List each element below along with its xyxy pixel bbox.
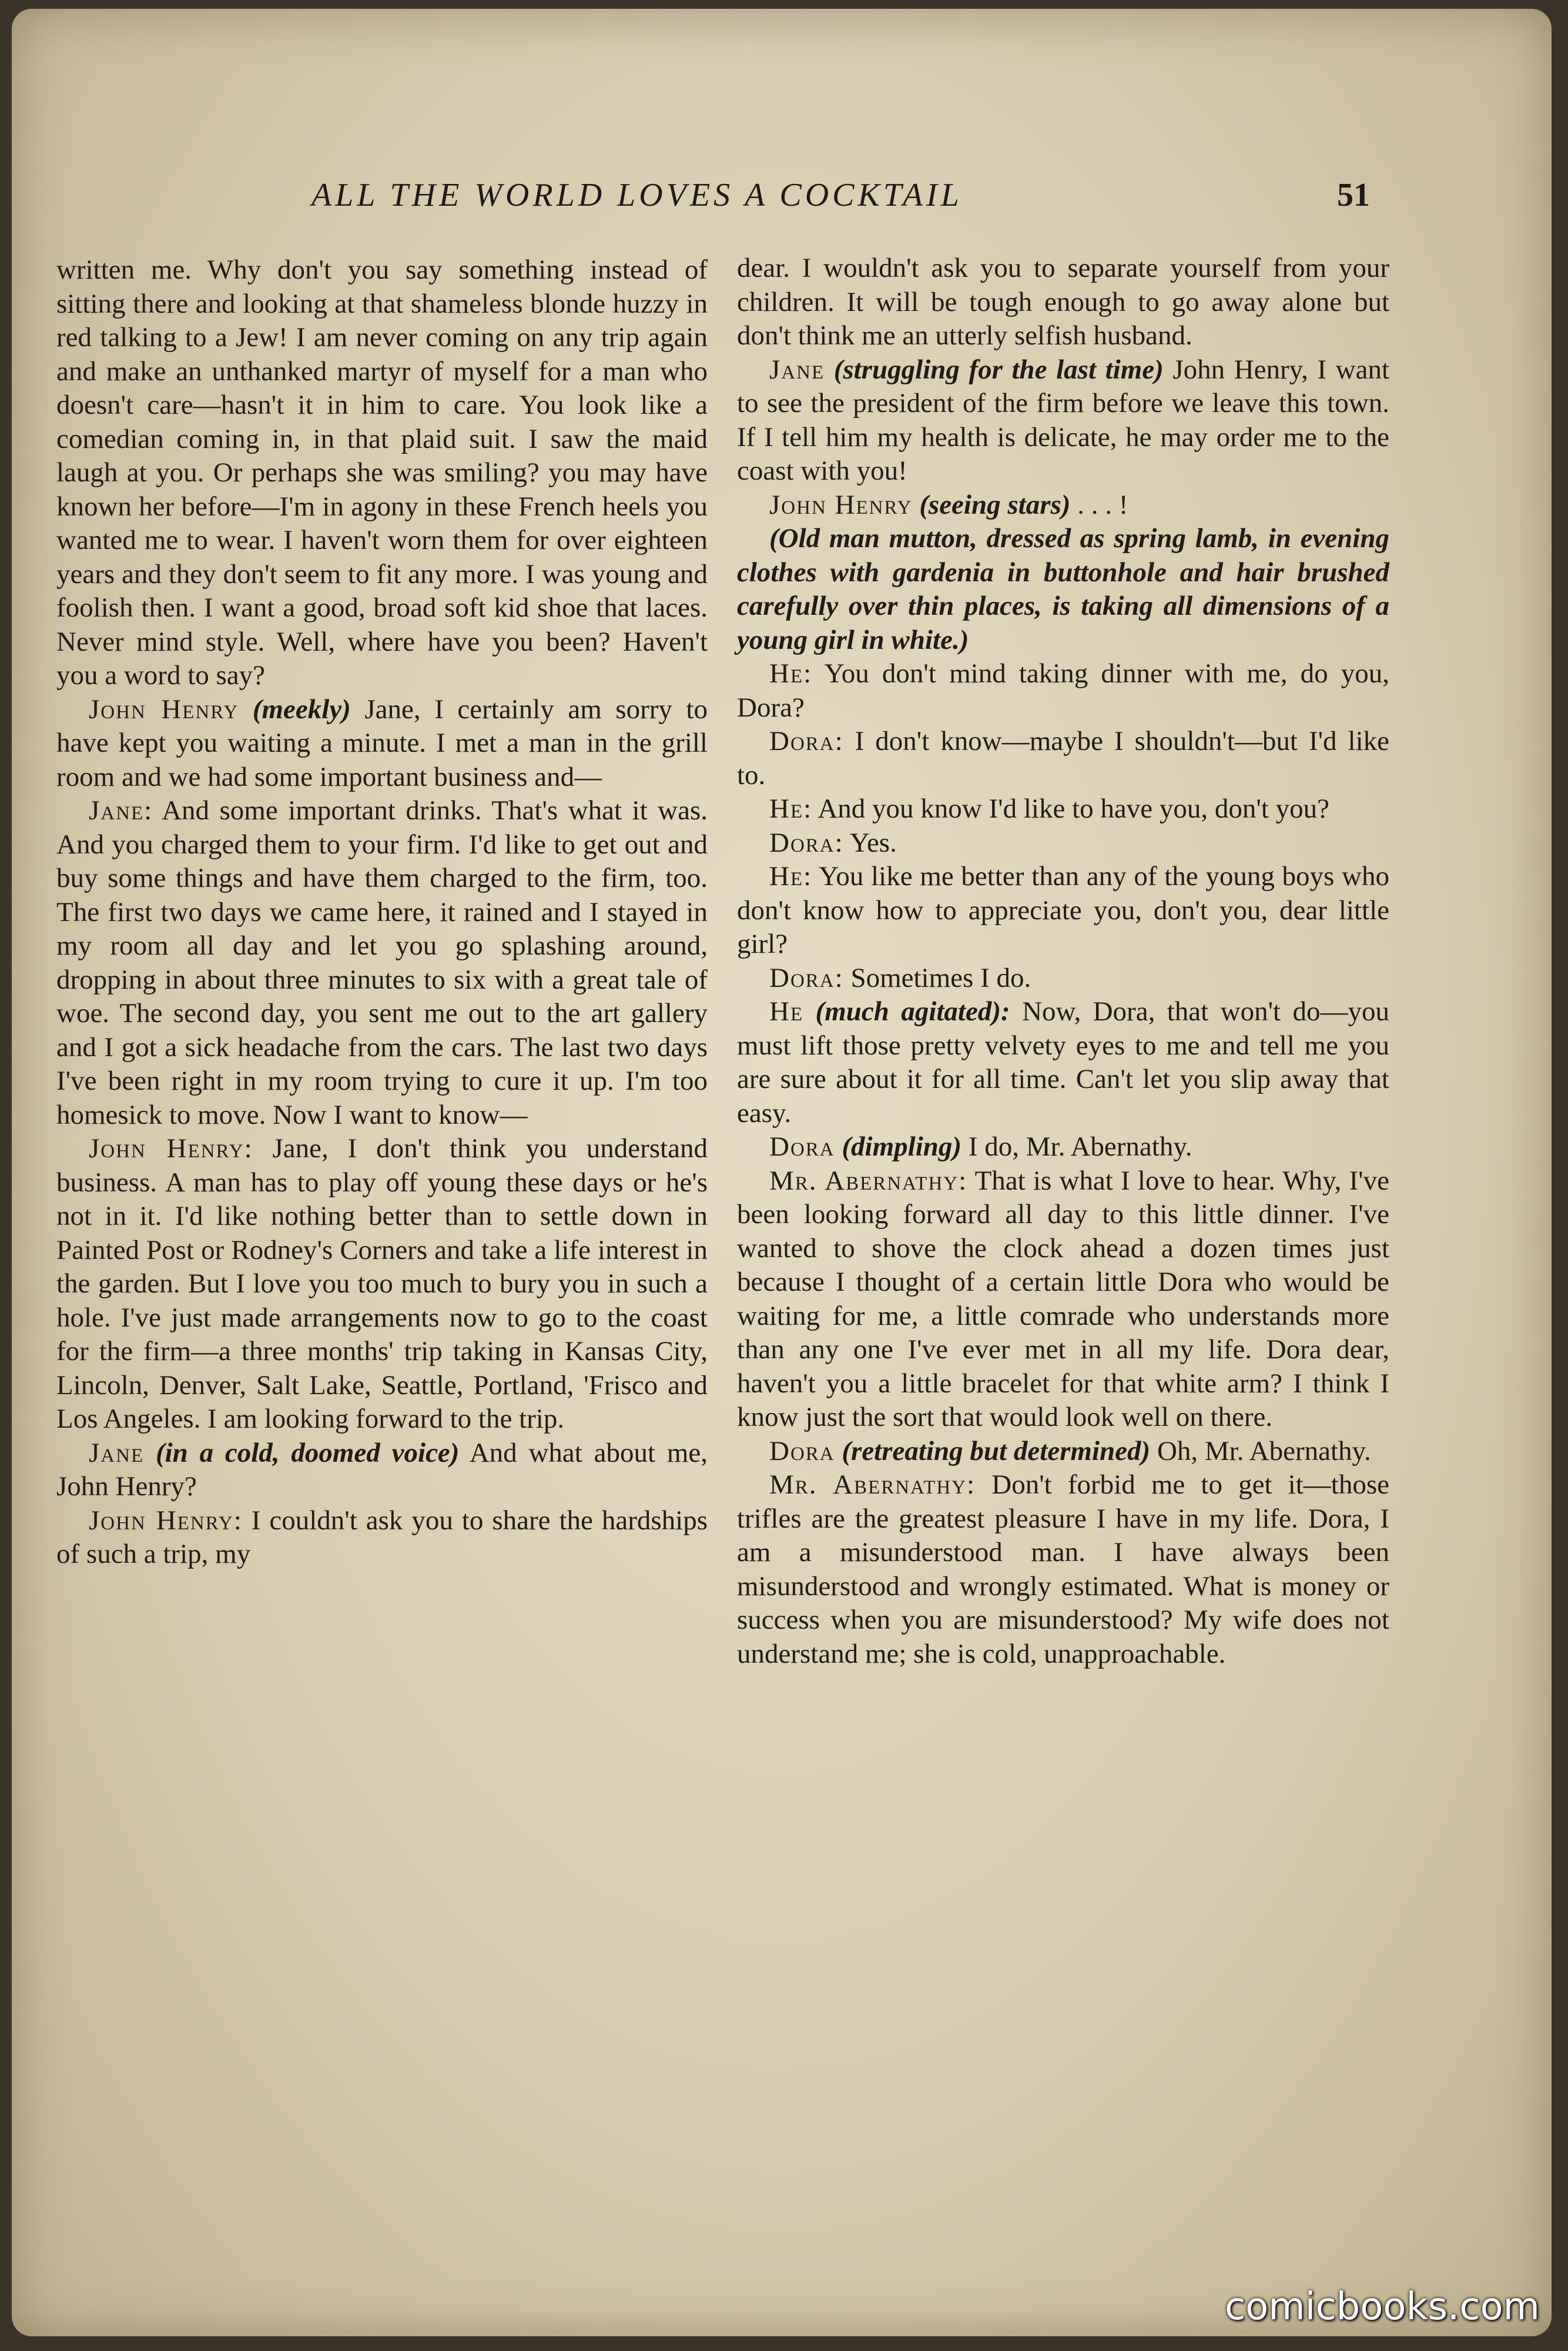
dialogue-paragraph (737, 826, 1389, 860)
page-header (12, 176, 1552, 217)
dialogue-paragraph (56, 1504, 708, 1572)
speaker-name: He: (769, 861, 813, 892)
dialogue-paragraph (737, 1468, 1389, 1671)
dialogue-paragraph (56, 1132, 708, 1436)
right-text-column (737, 252, 1389, 1671)
dialogue-text: dear. I wouldn't ask you to separate yourself from your children. It will be tough enough to go away alone but don't think me an utterly selfish husband. (737, 253, 1389, 351)
stage-direction: (much agitated): (815, 996, 1010, 1027)
speaker-name: Mr. Abernathy: (769, 1165, 968, 1196)
speaker-name: John Henry (769, 489, 913, 520)
dialogue-paragraph (737, 725, 1389, 792)
speaker-name: Dora: (769, 962, 844, 993)
page-number: 51 (1337, 177, 1370, 213)
speaker-name: Dora (769, 1435, 835, 1466)
stage-direction: (dimpling) (842, 1131, 962, 1162)
dialogue-text: I don't know—maybe I shouldn't—but I'd like to. (737, 726, 1389, 791)
dialogue-text: I couldn't ask you to share the hardships of such a trip, my (56, 1505, 708, 1569)
dialogue-paragraph (737, 353, 1389, 488)
speaker-name: John Henry: (89, 1505, 243, 1536)
dialogue-text: Jane, I certainly am sorry to have kept you waiting a minute. I met a man in the grill room and we had some important business and— (56, 694, 708, 792)
dialogue-paragraph (737, 995, 1389, 1130)
dialogue-paragraph (737, 962, 1389, 996)
dialogue-text: Jane, I don't think you understand business. A man has to play off young these days or he's not in it. I'd like nothing better than to settle down in Painted Post or Rodney's Corners and take a life interest in the garden. But I love you too much to bury you in such a hole. I've just made arrangements now to go to the coast for the firm—a three months' trip taking in Kansas City, Lincoln, Denver, Salt Lake, Seattle, Portland, 'Frisco and Los Angeles. I am looking forward to the trip. (56, 1133, 708, 1434)
speaker-name: Jane (769, 354, 825, 385)
speaker-name: Dora (769, 1131, 835, 1162)
dialogue-text: I do, Mr. Abernathy. (968, 1131, 1192, 1162)
speaker-name: Jane (89, 1437, 145, 1468)
stage-direction-block: (Old man mutton, dressed as spring lamb, in evening clothes with gardenia in buttonhole and hair brushed carefully over thin places, is taking all dimensions of a young girl in white.) (737, 523, 1389, 655)
dialogue-text: . . . ! (1077, 489, 1128, 520)
dialogue-paragraph (56, 794, 708, 1132)
speaker-name: He: (769, 793, 813, 824)
dialogue-paragraph (737, 522, 1389, 657)
speaker-name: He: (769, 658, 813, 689)
running-title: ALL THE WORLD LOVES A COCKTAIL (311, 177, 963, 213)
stage-direction: (retreating but determined) (842, 1435, 1151, 1466)
speaker-name: Jane: (89, 795, 153, 826)
speaker-name: He (769, 996, 804, 1027)
dialogue-paragraph (737, 1435, 1389, 1469)
dialogue-text: That is what I love to hear. Why, I've been looking forward all day to this little dinner. I've wanted to shove the clock ahead a dozen times just because I thought of a certain little Dora who would be waiting for me, a little comrade who understands more than any one I've ever met in all my life. Dora dear, haven't you a little bracelet for that white arm? I think I know just the sort that would look well on there. (737, 1165, 1389, 1432)
speaker-name: Dora: (769, 726, 844, 756)
left-text-column (56, 253, 708, 1572)
dialogue-paragraph (56, 693, 708, 795)
speaker-name: John Henry: (89, 1133, 253, 1164)
dialogue-text: John Henry, I want to see the president of the firm before we leave this town. If I tell him my health is delicate, he may order me to the coast with you! (737, 354, 1390, 486)
stage-direction: (seeing stars) (919, 489, 1071, 520)
dialogue-text: written me. Why don't you say something instead of sitting there and looking at that shameless blonde huzzy in red talking to a Jew! I am never coming on any trip again and make an unthanked martyr of myself for a man who doesn't care—hasn't it in him to care. You look like a comedian coming in, in that plaid suit. I saw the maid laugh at you. Or perhaps she was smiling? you may have known her before—I'm in agony in these French heels you wanted me to wear. I haven't worn them for over eighteen years and they don't seem to fit any more. I was young and foolish then. I want a good, broad soft kid shoe that laces. Never mind style. Well, where have you been? Haven't you a word to say? (56, 254, 708, 691)
dialogue-text: Don't forbid me to get it—those trifles are the greatest pleasure I have in my life. Dora, I am a misunderstood man. I have always been misunderstood and wrongly estimated. What is money or success when you are misunderstood? My wife does not understand me; she is cold, unapproachable. (737, 1469, 1389, 1669)
dialogue-text: And some important drinks. That's what it was. And you charged them to your firm. I'd like to get out and buy some things and have them charged to the firm, too. The first two days we came here, it rained and I stayed in my room all day and let you go splashing around, dropping in about three minutes to six with a great tale of woe. The second day, you sent me out to the art gallery and I got a sick headache from the cars. The last two days I've been right in my room trying to cure it up. I'm too homesick to move. Now I want to know— (56, 795, 708, 1130)
dialogue-text: You like me better than any of the young boys who don't know how to appreciate you, don't you, dear little girl? (737, 861, 1389, 959)
dialogue-paragraph (737, 657, 1389, 725)
dialogue-paragraph (737, 252, 1389, 353)
dialogue-paragraph (737, 792, 1389, 826)
dialogue-text: Yes. (849, 827, 897, 858)
dialogue-text: And you know I'd like to have you, don't you? (817, 793, 1329, 824)
site-watermark: comicbooks.com (1224, 2285, 1540, 2329)
dialogue-paragraph (737, 1164, 1389, 1435)
dialogue-text: You don't mind taking dinner with me, do you, Dora? (737, 658, 1389, 723)
dialogue-paragraph (56, 1436, 708, 1504)
dialogue-paragraph (737, 860, 1389, 962)
dialogue-text: Sometimes I do. (850, 962, 1031, 993)
dialogue-paragraph (737, 488, 1389, 523)
magazine-page (12, 9, 1552, 2336)
stage-direction: (in a cold, doomed voice) (155, 1437, 460, 1468)
speaker-name: Dora: (769, 827, 844, 858)
dialogue-paragraph (737, 1130, 1389, 1164)
dialogue-paragraph (56, 253, 708, 693)
dialogue-text: Oh, Mr. Abernathy. (1157, 1435, 1371, 1466)
stage-direction: (struggling for the last time) (833, 354, 1164, 385)
stage-direction: (meekly) (252, 694, 351, 725)
dialogue-text: Now, Dora, that won't do—you must lift those pretty velvety eyes to me and tell me you are sure about it for all time. Can't let you slip away that easy. (737, 996, 1390, 1128)
speaker-name: John Henry (89, 694, 239, 725)
speaker-name: Mr. Abernathy: (769, 1469, 976, 1500)
dialogue-text: And what about me, John Henry? (56, 1437, 708, 1502)
